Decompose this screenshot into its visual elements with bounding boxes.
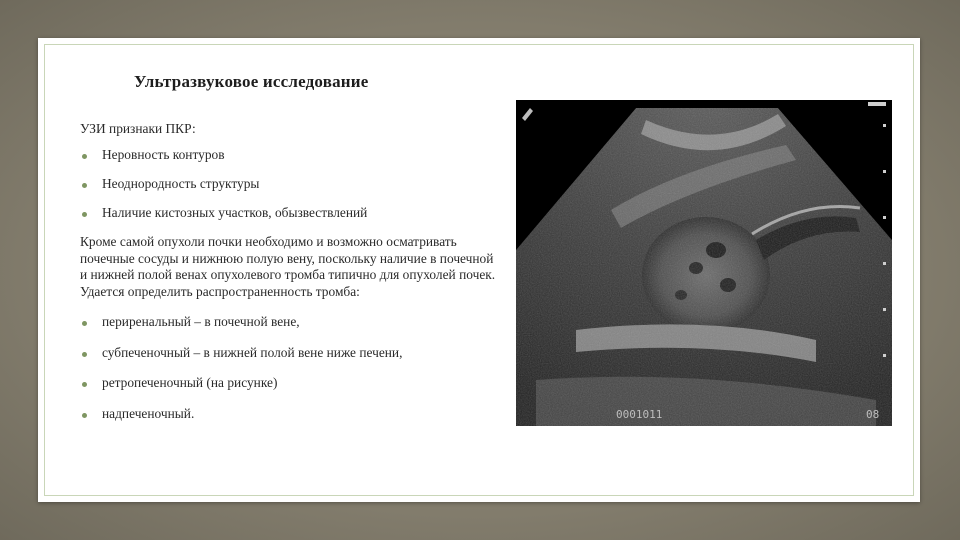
list-item: Наличие кистозных участков, обызвествлений (80, 205, 500, 221)
slide-content (80, 121, 500, 436)
readout-corner: 08 (866, 408, 880, 421)
list-item: надпеченочный. (80, 406, 500, 422)
body-paragraph: Кроме самой опухоли почки необходимо и возможно осматривать почечные сосуды и нижнюю полую вену, поскольку наличие в почечной и нижней полой венах опухолевого тромба типично для опухолей почек. Удается определить распространенность тромба: (80, 234, 496, 299)
readout-bottom: 0001011 (616, 408, 663, 421)
list-item: субпеченочный – в нижней полой вене ниже печени, (80, 345, 500, 361)
list-item: ретропеченочный (на рисунке) (80, 375, 500, 391)
thrombus-levels-list (80, 314, 500, 422)
intro-text: УЗИ признаки ПКР: (80, 121, 196, 136)
list-item: периренальный – в почечной вене, (80, 314, 500, 330)
list-item: Неровность контуров (80, 147, 500, 163)
slide (38, 38, 920, 502)
list-item: Неоднородность структуры (80, 176, 500, 192)
orientation-marker (522, 108, 533, 121)
slide-title: Ультразвуковое исследование (134, 72, 369, 91)
ultrasound-scan (516, 100, 892, 426)
ultrasound-image (516, 100, 892, 426)
signs-list (80, 147, 500, 221)
